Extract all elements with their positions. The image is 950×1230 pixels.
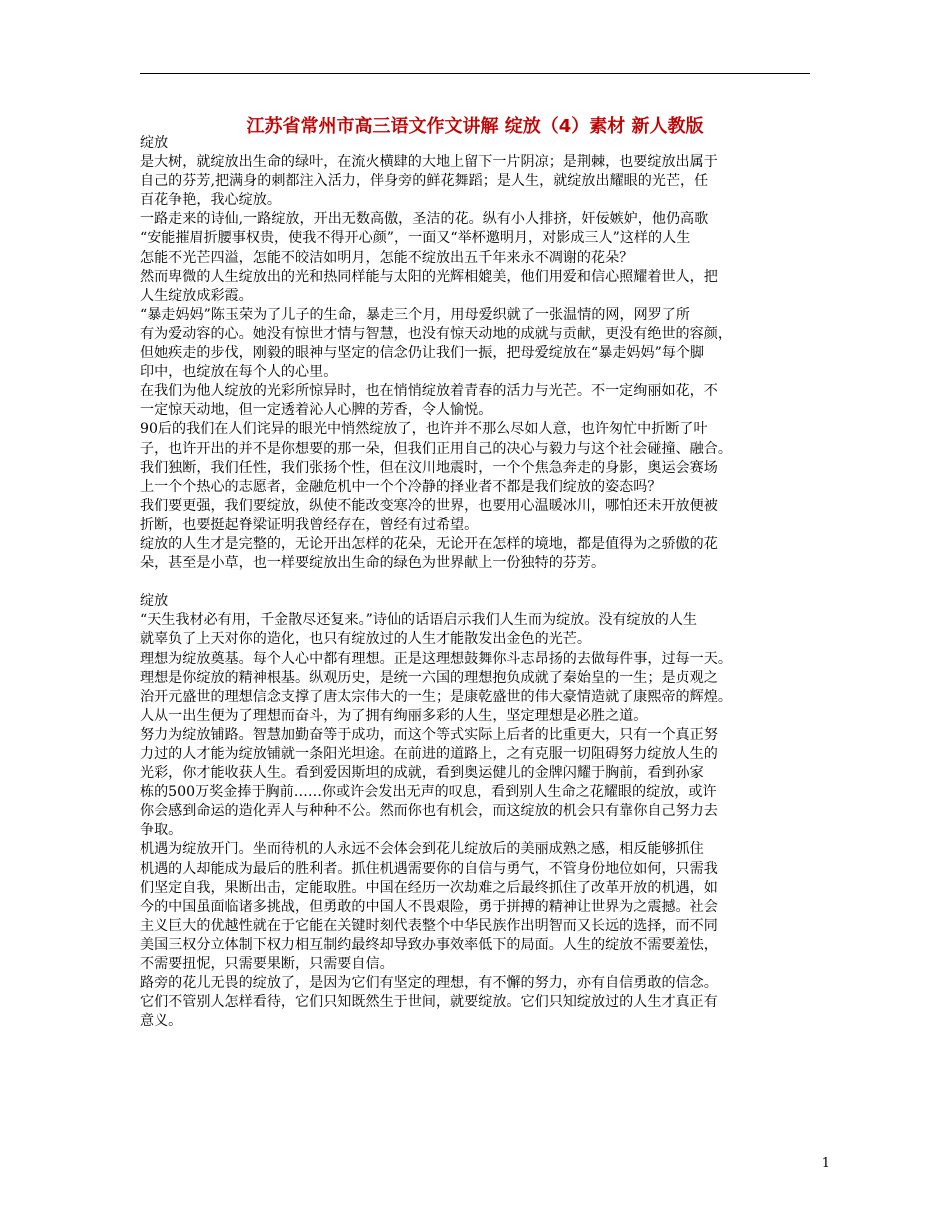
document-body bbox=[140, 134, 812, 1031]
body-line: 在我们为他人绽放的光彩所惊异时，也在悄悄绽放着青春的活力与光芒。不一定绚丽如花，不 bbox=[140, 383, 718, 400]
section-heading: 绽放 bbox=[140, 135, 169, 151]
body-line: “天生我材必有用，千金散尽还复来。”诗仙的话语启示我们人生而为绽放。没有绽放的人生 bbox=[140, 612, 698, 629]
body-line: 折断，也要挺起脊梁证明我曾经存在，曾经有过希望。 bbox=[140, 516, 479, 533]
body-line: “暴走妈妈”陈玉荣为了儿子的生命，暴走三个月，用母爱织就了一张温情的网，网罗了所 bbox=[140, 306, 690, 323]
body-line: 百花争艳，我心绽放。 bbox=[140, 192, 281, 209]
body-line: 意义。 bbox=[140, 1013, 183, 1030]
body-line: 理想为绽放奠基。每个人心中都有理想。正是这理想鼓舞你斗志昂扬的去做每件事，过每一天。 bbox=[140, 650, 732, 667]
body-line: 怎能不光芒四溢，怎能不皎洁如明月，怎能不绽放出五千年来永不凋谢的花朵？ bbox=[140, 249, 634, 266]
body-line: 印中，也绽放在每个人的心里。 bbox=[140, 364, 338, 381]
body-line: 争取。 bbox=[140, 822, 183, 839]
body-line: 朵，甚至是小草，也一样要绽放出生命的绿色为世界献上一份独特的芬芳。 bbox=[140, 555, 606, 572]
body-line: 绽放的人生才是完整的，无论开出怎样的花朵，无论开在怎样的境地，都是值得为之骄傲的花 bbox=[140, 535, 718, 552]
body-line: 栋的500万奖金捧于胸前……你或许会发出无声的叹息，看到别人生命之花耀眼的绽放，或许 bbox=[140, 784, 717, 801]
body-line: 今的中国虽面临诸多挑战，但勇敢的中国人不畏艰险，勇于拼搏的精神让世界为之震撼。社会 bbox=[140, 898, 718, 915]
body-line: 是大树，就绽放出生命的绿叶，在流火横肆的大地上留下一片阴凉；是荆棘，也要绽放出属于 bbox=[140, 154, 718, 171]
body-line: 但她疾走的步伐，刚毅的眼神与坚定的信念仍让我们一振，把母爱绽放在“暴走妈妈”每个脚 bbox=[140, 345, 705, 362]
body-line: 90后的我们在人们诧异的眼光中悄然绽放了，也许并不那么尽如人意，也许匆忙中折断了叶 bbox=[140, 421, 708, 438]
body-line: 我们要更强，我们要绽放，纵使不能改变寒冷的世界，也要用心温暖冰川，哪怕还未开放便被 bbox=[140, 497, 718, 514]
body-line: 人生绽放成彩霞。 bbox=[140, 287, 253, 304]
body-line: 治开元盛世的理想信念支撑了唐太宗伟大的一生；是康乾盛世的伟大豪情造就了康熙帝的辉煌。 bbox=[140, 688, 732, 705]
body-line: 光彩，你才能收获人生。看到爱因斯坦的成就，看到奥运健儿的金牌闪耀于胸前，看到孙家 bbox=[140, 765, 704, 782]
body-line: 就辜负了上天对你的造化，也只有绽放过的人生才能散发出金色的光芒。 bbox=[140, 631, 591, 648]
body-line: 一路走来的诗仙,一路绽放，开出无数高傲，圣洁的花。纵有小人排挤，奸佞嫉妒，他仍高歌 bbox=[140, 211, 709, 228]
body-line: 子，也许开出的并不是你想要的那一朵，但我们正用自己的决心与毅力与这个社会碰撞、融合。 bbox=[140, 440, 732, 457]
page-number: 1 bbox=[821, 1156, 830, 1171]
body-line: 努力为绽放铺路。智慧加勤奋等于成功，而这个等式实际上后者的比重更大，只有一个真正努 bbox=[140, 726, 718, 743]
body-line: 一定惊天动地，但一定透着沁人心脾的芳香，令人愉悦。 bbox=[140, 402, 493, 419]
body-line: 有为爱动容的心。她没有惊世才情与智慧，也没有惊天动地的成就与贡献，更没有绝世的容颜， bbox=[140, 325, 732, 342]
body-line: 上一个个热心的志愿者，金融危机中一个个冷静的择业者不都是我们绽放的姿态吗？ bbox=[140, 478, 662, 495]
body-line: 我们独断，我们任性，我们张扬个性，但在汶川地震时，一个个焦急奔走的身影，奥运会赛场 bbox=[140, 459, 718, 476]
body-line: “安能摧眉折腰事权贵，使我不得开心颜”，一面又“举杯邀明月，对影成三人”这样的人生 bbox=[140, 230, 691, 247]
body-line: 力过的人才能为绽放铺就一条阳光坦途。在前进的道路上，之有克服一切阻碍努力绽放人生的 bbox=[140, 746, 718, 762]
body-line: 人从一出生便为了理想而奋斗，为了拥有绚丽多彩的人生，坚定理想是必胜之道。 bbox=[140, 707, 648, 724]
body-line: 它们不管别人怎样看待，它们只知既然生于世间，就要绽放。它们只知绽放过的人生才真正有 bbox=[140, 994, 718, 1011]
body-line: 然而卑微的人生绽放出的光和热同样能与太阳的光辉相媲美，他们用爱和信心照耀着世人，把 bbox=[140, 268, 718, 285]
body-line: 自己的芬芳,把满身的刺都注入活力，伴身旁的鲜花舞蹈；是人生，就绽放出耀眼的光芒，任 bbox=[140, 173, 709, 190]
section-heading: 绽放 bbox=[140, 593, 169, 610]
body-line: 机遇为绽放开门。坐而待机的人永远不会体会到花儿绽放后的美丽成熟之感，相反能够抓住 bbox=[140, 841, 704, 858]
blank-line bbox=[140, 573, 812, 592]
header-rule bbox=[140, 73, 810, 74]
body-line: 你会感到命运的造化弄人与种种不公。然而你也有机会，而这绽放的机会只有靠你自己努力去 bbox=[140, 803, 718, 820]
body-line: 们坚定自我，果断出击，定能取胜。中国在经历一次劫难之后最终抓住了改革开放的机遇，如 bbox=[140, 879, 718, 896]
body-line: 机遇的人却能成为最后的胜利者。抓住机遇需要你的自信与勇气，不管身份地位如何，只需我 bbox=[140, 860, 718, 877]
body-line: 美国三权分立体制下权力相互制约最终却导致办事效率低下的局面。人生的绽放不需要羞怯， bbox=[140, 936, 718, 953]
document-title: 江苏省常州市高三语文作文讲解 绽放（4）素材 新人教版 bbox=[246, 116, 704, 137]
body-line: 不需要扭怩，只需要果断，只需要自信。 bbox=[140, 956, 394, 973]
body-line: 理想是你绽放的精神根基。纵观历史，是统一六国的理想抱负成就了秦始皇的一生；是贞观之 bbox=[140, 669, 718, 686]
body-line: 主义巨大的优越性就在于它能在关键时刻代表整个中华民族作出明智而又长远的选择，而不同 bbox=[140, 917, 718, 934]
body-line: 路旁的花儿无畏的绽放了，是因为它们有坚定的理想，有不懈的努力，亦有自信勇敢的信念。 bbox=[140, 975, 718, 992]
